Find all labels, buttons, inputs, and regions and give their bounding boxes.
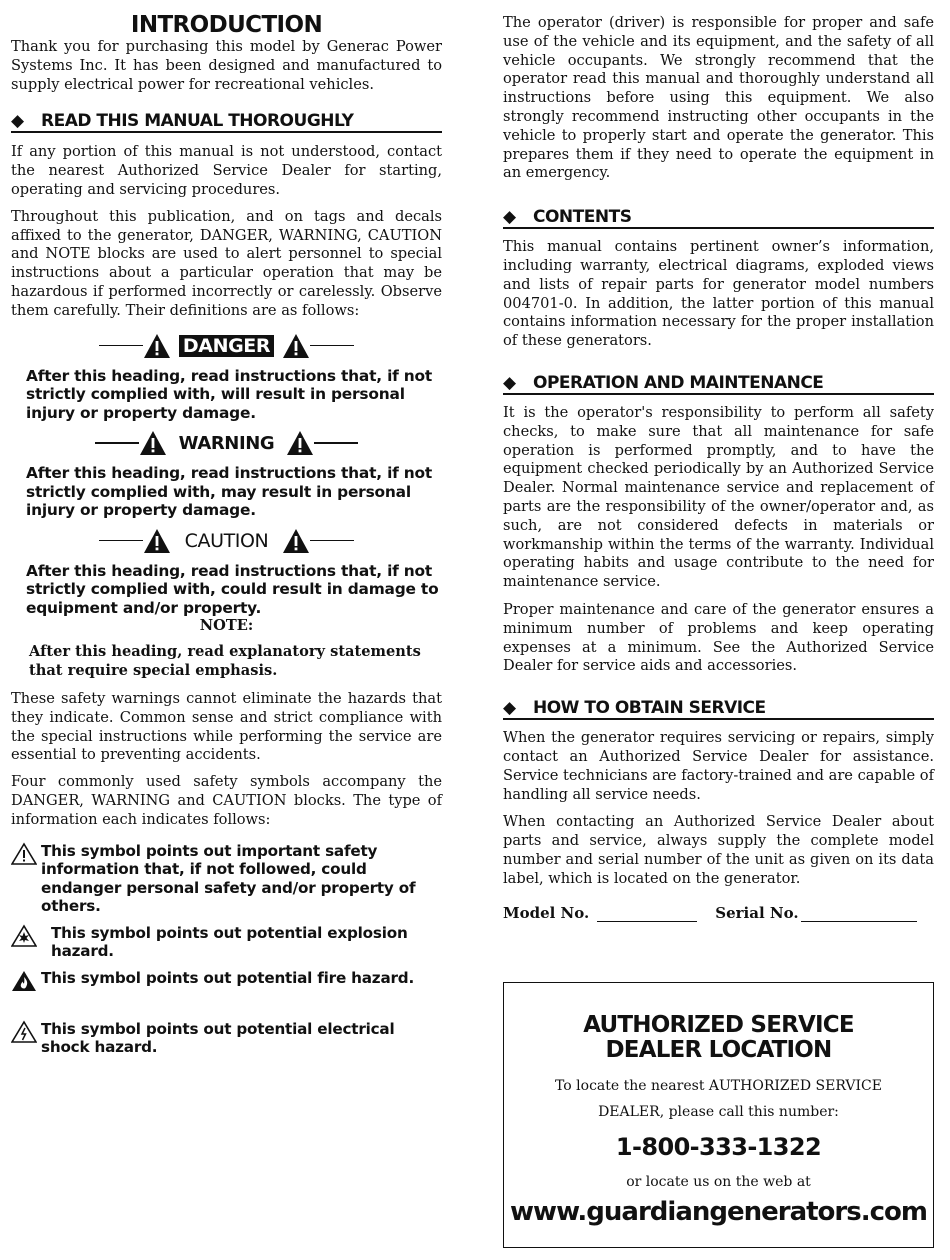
- explosion-hazard-icon: [11, 924, 37, 948]
- symbol-text: This symbol points out important safety information that, if not followed, could endanger personal safety and/or property of others.: [41, 841, 416, 916]
- operator-paragraph: The operator (driver) is responsible for proper and safe use of the vehicle and its equipment, and the safety of all vehicle occupants. We strongly recommend that the operator read this manual and thoroughly understand all instructions before using this equipment. We also strongly recommend instructing other occupants in the vehicle to properly start and operate the generator. This prepares them if they need to operate the equipment in an emergency.: [503, 14, 934, 182]
- section-heading-label: HOW TO OBTAIN SERVICE: [533, 698, 766, 719]
- contents-paragraph: This manual contains pertinent owner’s information, including warranty, electrical diagrams, exploded views and lists of repair parts for generator model numbers 004701-0. In addition, the latter portion of this manual contains information necessary for the proper installation of these generators.: [503, 238, 934, 350]
- dealer-box-line1: To locate the nearest AUTHORIZED SERVICE: [555, 1078, 882, 1094]
- dealer-location-box: [503, 982, 934, 1248]
- danger-label: DANGER: [179, 335, 274, 357]
- warning-header: [11, 428, 442, 458]
- serial-number-field[interactable]: [801, 907, 917, 922]
- warning-triangle-icon: [286, 430, 314, 456]
- intro-paragraph: Thank you for purchasing this model by Generac Power Systems Inc. It has been designed and manufactured to supply electrical power for recreational vehicles.: [11, 38, 442, 93]
- symbol-item: [11, 969, 442, 998]
- warning-triangle-icon: [143, 528, 171, 554]
- dealer-box-line2: DEALER, please call this number:: [598, 1104, 839, 1120]
- serial-number-label: Serial No.: [715, 904, 799, 923]
- warning-triangle-icon: [282, 528, 310, 554]
- dealer-phone-number[interactable]: 1-800-333-1322: [615, 1133, 822, 1161]
- section-heading-contents: [503, 207, 934, 229]
- section-heading-label: CONTENTS: [533, 207, 632, 228]
- warning-triangle-icon: [143, 333, 171, 359]
- dealer-box-title-line1: AUTHORIZED SERVICE: [583, 1012, 854, 1038]
- note-text: After this heading, read explanatory statements that require special emphasis.: [29, 643, 421, 680]
- left-column: [11, 0, 442, 1057]
- diamond-bullet-icon: ◆: [503, 207, 516, 228]
- electrical-shock-icon: [11, 1020, 37, 1044]
- model-number-label: Model No.: [503, 904, 590, 923]
- diamond-bullet-icon: ◆: [503, 698, 516, 719]
- right-column: [503, 0, 934, 922]
- danger-text: After this heading, read instructions that, if not strictly complied with, will result in personal injury or property damage.: [26, 366, 433, 422]
- dealer-web-line: or locate us on the web at: [626, 1174, 811, 1190]
- warning-triangle-icon: [282, 333, 310, 359]
- section-heading-read-manual: [11, 111, 442, 133]
- read-paragraph-2: Throughout this publication, and on tags and decals affixed to the generator, DANGER, WARNING, CAUTION and NOTE blocks are used to alert personnel to special instructions about a particular operation that may be hazardous if performed incorrectly or carelessly. Observe them carefully. Their definitions are as follows:: [11, 207, 442, 319]
- model-serial-row: [503, 904, 934, 922]
- fire-hazard-icon: [11, 969, 37, 993]
- diamond-bullet-icon: ◆: [11, 111, 24, 132]
- caution-label: CAUTION: [184, 529, 269, 552]
- operation-paragraph-2: Proper maintenance and care of the generator ensures a minimum number of problems and keep operating expenses at a minimum. See the Authorized Service Dealer for service aids and accessories.: [503, 600, 934, 675]
- caution-text: After this heading, read instructions that, if not strictly complied with, could result in damage to equipment and/or property.: [26, 561, 439, 617]
- section-heading-label: OPERATION AND MAINTENANCE: [533, 372, 824, 393]
- symbol-text: This symbol points out potential explosion hazard.: [51, 923, 408, 961]
- section-heading-service: [503, 698, 934, 720]
- service-paragraph-1: When the generator requires servicing or repairs, simply contact an Authorized Service Dealer for assistance. Service technicians are factory-trained and are capable of handling all service needs.: [503, 729, 934, 803]
- section-heading-operation: [503, 373, 934, 395]
- danger-header: [11, 331, 442, 361]
- operation-paragraph-1: It is the operator's responsibility to perform all safety checks, to make sure that all maintenance for safe operation is performed promptly, and to have the equipment checked periodically by an Authorized Service Dealer. Normal maintenance service and replacement of parts are the responsibility of the owner/operator and, as such, are not considered defects in materials or workmanship within the terms of the warranty. Individual operating habits and usage contribute to the need for maintenance service.: [503, 403, 934, 591]
- dealer-website-link[interactable]: www.guardiangenerators.com: [510, 1197, 927, 1227]
- caution-header: [11, 526, 442, 556]
- symbols-paragraph: Four commonly used safety symbols accompany the DANGER, WARNING and CAUTION blocks. The type of information each indicates follows:: [11, 773, 442, 828]
- model-number-field[interactable]: [597, 907, 697, 922]
- symbol-text: This symbol points out potential fire hazard.: [41, 968, 415, 987]
- symbol-item: [11, 924, 442, 961]
- dealer-box-title-line2: DEALER LOCATION: [605, 1037, 832, 1063]
- symbol-text: This symbol points out potential electrical shock hazard.: [41, 1019, 395, 1057]
- service-paragraph-2: When contacting an Authorized Service Dealer about parts and service, always supply the complete model number and serial number of the unit as given on its data label, which is located on the generator.: [503, 813, 934, 887]
- warning-triangle-icon: [139, 430, 167, 456]
- warning-triangle-icon: [11, 842, 37, 866]
- dealer-box-title: [504, 1013, 933, 1063]
- page-title: INTRODUCTION: [130, 12, 323, 38]
- diamond-bullet-icon: ◆: [503, 372, 516, 393]
- read-paragraph-1: If any portion of this manual is not understood, contact the nearest Authorized Service Dealer for starting, operating and servicing procedures.: [11, 143, 442, 198]
- note-label: NOTE:: [199, 617, 254, 635]
- section-heading-label: READ THIS MANUAL THOROUGHLY: [41, 111, 354, 132]
- warning-label: WARNING: [178, 432, 275, 454]
- warning-text: After this heading, read instructions that, if not strictly complied with, may result in personal injury or property damage.: [26, 464, 433, 520]
- safety-paragraph: These safety warnings cannot eliminate the hazards that they indicate. Common sense and strict compliance with the special instructions while performing the service are essential to preventing accidents.: [11, 690, 442, 764]
- symbol-item: [11, 842, 442, 916]
- symbol-item: [11, 1020, 442, 1057]
